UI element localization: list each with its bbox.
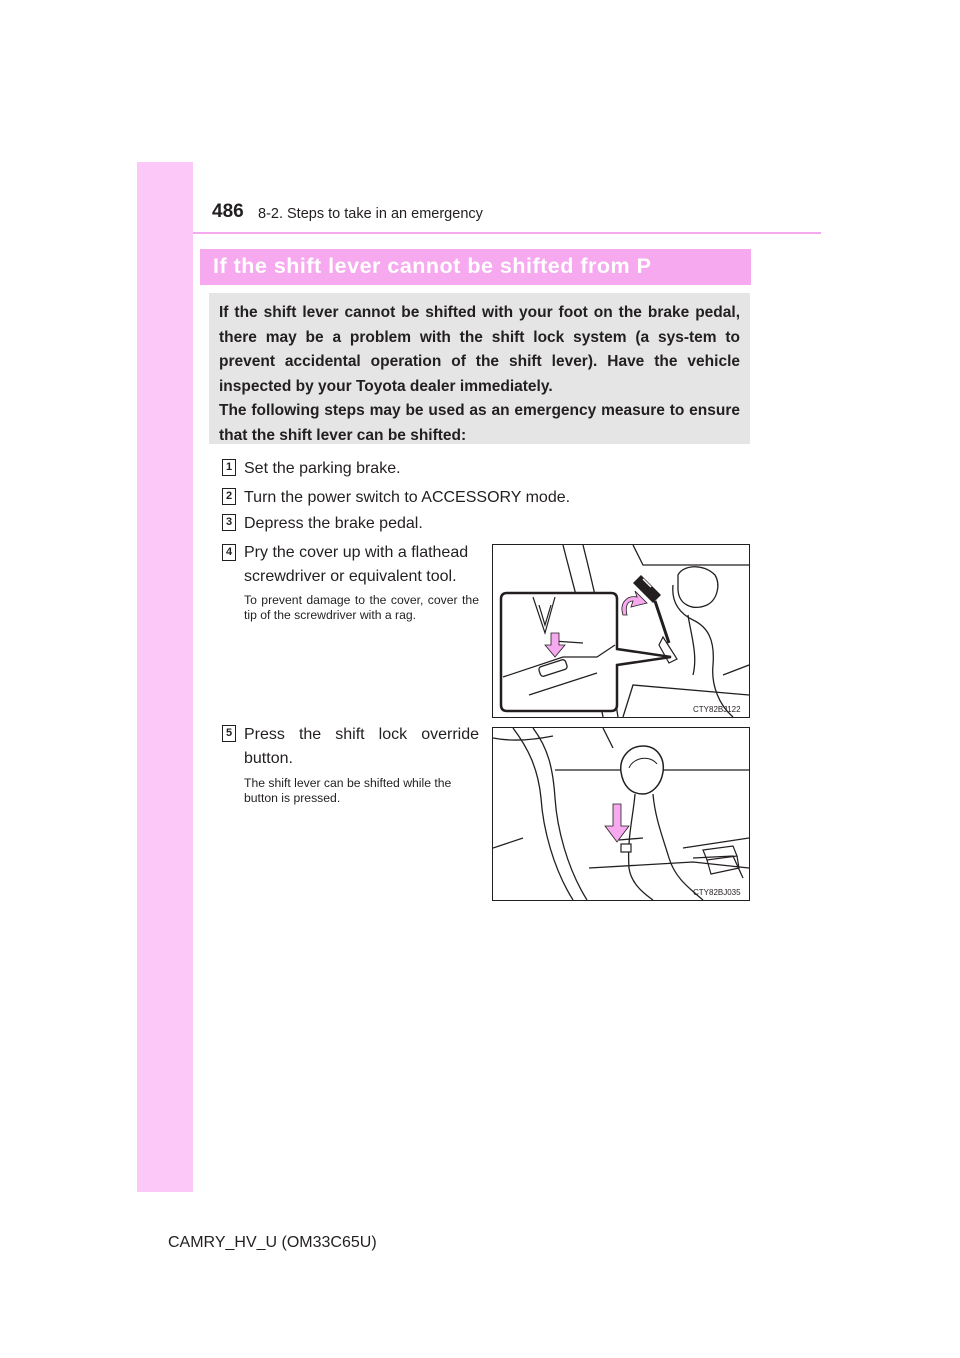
intro-paragraph-2: The following steps may be used as an emergency measure to ensure that the shift lever can be shifted: <box>219 402 740 444</box>
footer-model-code: CAMRY_HV_U (OM33C65U) <box>168 1234 377 1251</box>
step-number-3: 3 <box>222 514 236 531</box>
step-number-4: 4 <box>222 544 236 561</box>
header-divider <box>193 232 821 234</box>
section-title: 8-2. Steps to take in an emergency <box>258 206 483 222</box>
step-number-2: 2 <box>222 488 236 505</box>
shift-cover-illustration <box>492 544 750 718</box>
page-title: If the shift lever cannot be shifted from P <box>213 254 652 278</box>
step-number-5: 5 <box>222 725 236 742</box>
intro-box <box>209 293 750 444</box>
title-banner <box>200 249 751 285</box>
figure-code-1: CTY82BJ122 <box>693 705 741 714</box>
figure-code-2: CTY82BJ035 <box>693 888 741 897</box>
page-number: 486 <box>212 201 244 222</box>
step-4-note: To prevent damage to the cover, cover the tip of the screwdriver with a rag. <box>244 593 479 622</box>
step-5-note: The shift lever can be shifted while the button is pressed. <box>244 776 452 805</box>
step-number-1: 1 <box>222 459 236 476</box>
step-1-text: Set the parking brake. <box>244 460 401 477</box>
step-5-text-line2: button. <box>244 750 293 767</box>
step-4-text-line1: Pry the cover up with a flathead <box>244 544 469 561</box>
screwdriver-pry-drawing <box>493 545 749 717</box>
override-button-drawing <box>493 728 749 900</box>
chapter-sidebar-tab <box>137 162 193 1192</box>
step-2-text: Turn the power switch to ACCESSORY mode. <box>244 489 571 506</box>
step-4-text-line2: screwdriver or equivalent tool. <box>244 568 457 585</box>
step-3-text: Depress the brake pedal. <box>244 515 423 532</box>
shift-lock-override-illustration <box>492 727 750 901</box>
step-5-text-line1: Press the shift lock override <box>244 726 479 743</box>
intro-paragraph: If the shift lever cannot be shifted with your foot on the brake pedal, there may be a problem with the shift lock system (a sys-tem to prevent accidental operation of the shift lever). Have the vehicle inspected by your Toyota dealer immediately. <box>219 304 740 395</box>
